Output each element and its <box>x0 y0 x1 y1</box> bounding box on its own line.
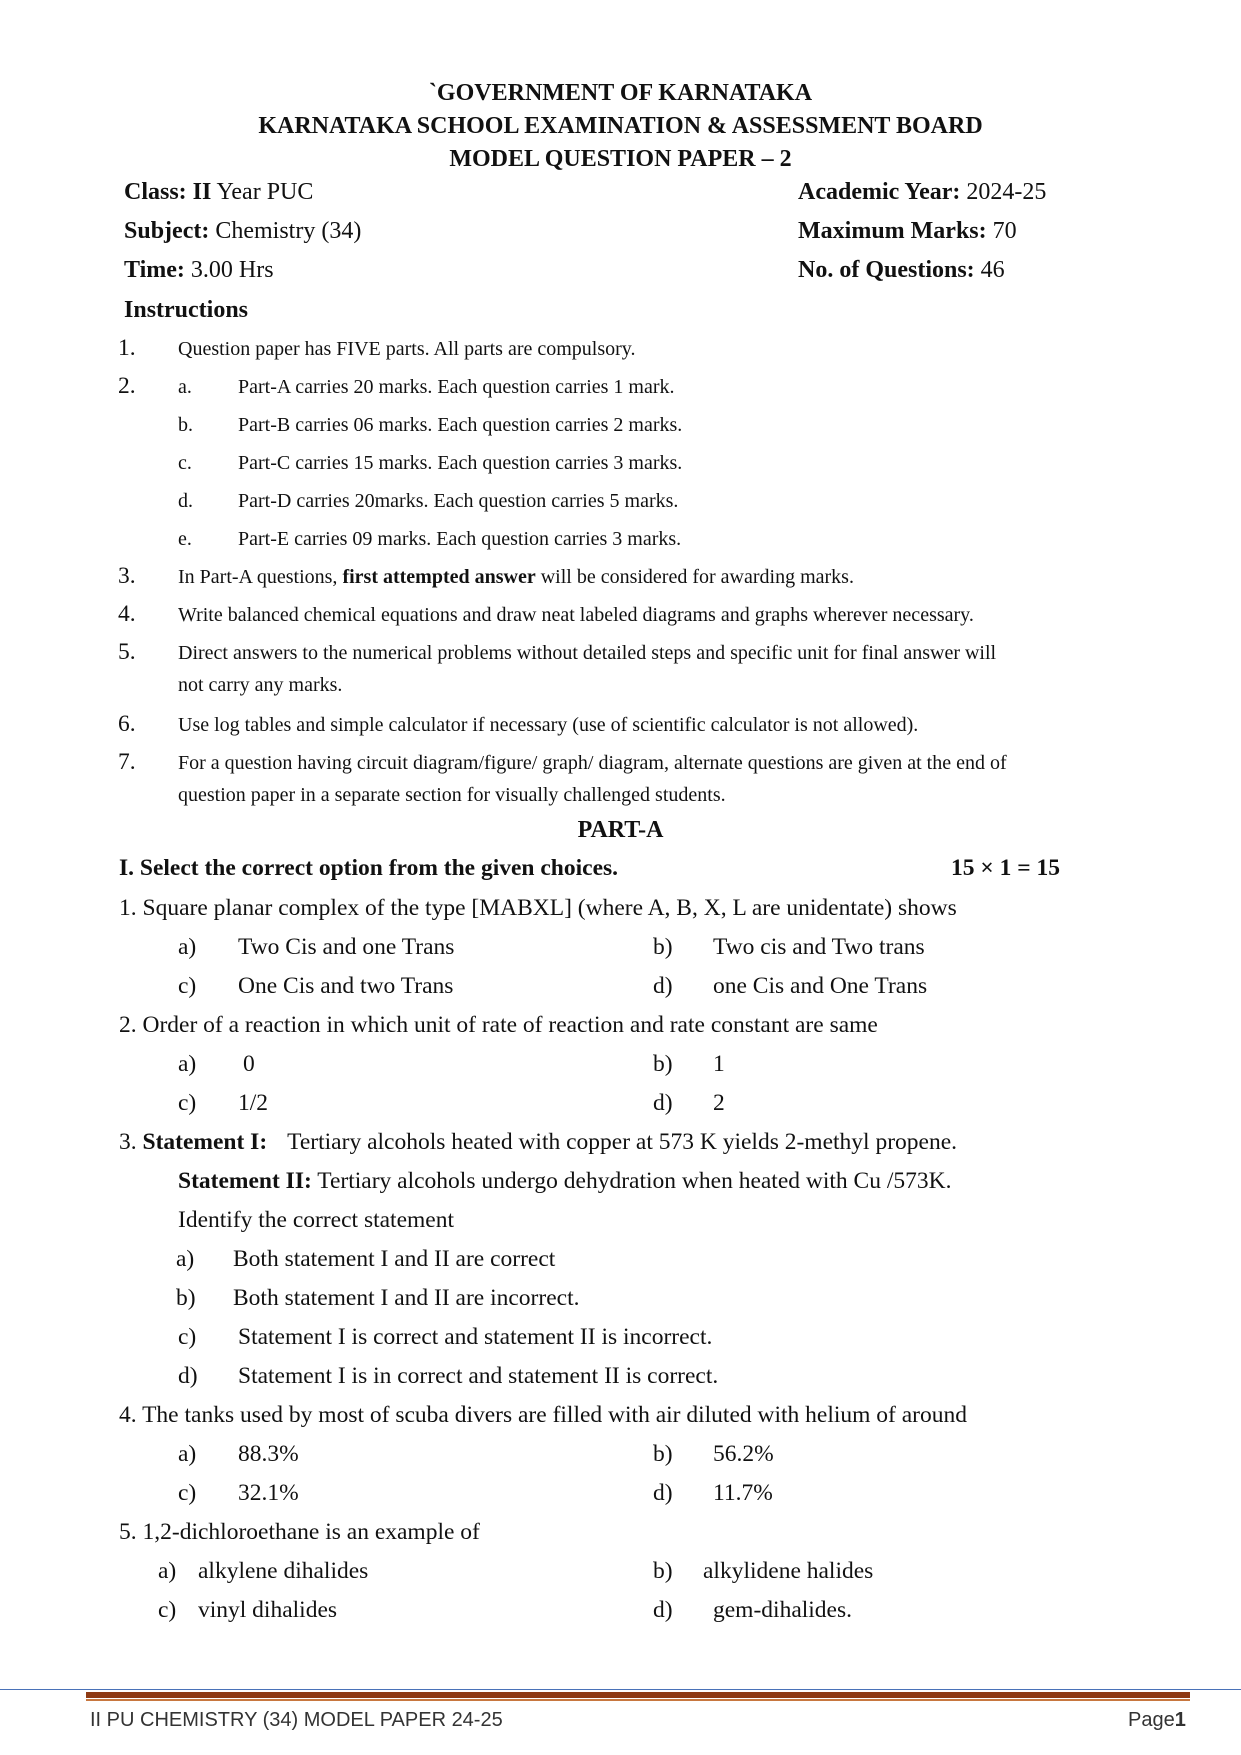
section-marks: 15 × 1 = 15 <box>951 855 1061 881</box>
option-text: 1/2 <box>238 1090 269 1116</box>
instruction-text: not carry any marks. <box>178 674 343 696</box>
option-text: one Cis and One Trans <box>713 973 928 999</box>
option-label: b) <box>653 1441 673 1467</box>
instruction-text: Write balanced chemical equations and draw neat labeled diagrams and graphs wherever necessary. <box>178 604 974 626</box>
meta-academic-year: Academic Year: 2024-25 <box>798 179 1047 205</box>
instruction-text: Direct answers to the numerical problems without detailed steps and specific unit for final answer will <box>178 642 997 664</box>
meta-question-count: No. of Questions: 46 <box>798 257 1005 283</box>
instruction-text: In Part-A questions, first attempted answer will be considered for awarding marks. <box>178 566 854 588</box>
meta-subject: Subject: Chemistry (34) <box>124 218 362 244</box>
instruction-number: 5. <box>118 639 136 665</box>
instructions-title: Instructions <box>124 297 249 323</box>
option-text: Statement I is in correct and statement II is correct. <box>238 1363 719 1389</box>
option-label: a) <box>176 1246 195 1272</box>
option-label: a) <box>178 1051 197 1077</box>
footer-top-line <box>0 1689 1241 1690</box>
option-label: a) <box>178 1441 197 1467</box>
option-text: alkylidene halides <box>703 1558 874 1584</box>
instruction-number: 2. <box>118 373 136 399</box>
instruction-sub-text: Part-E carries 09 marks. Each question carries 3 marks. <box>238 528 682 550</box>
instruction-sub-label: d. <box>178 490 193 512</box>
option-text: 0 <box>243 1051 255 1077</box>
footer-page-number: Page1 <box>1128 1709 1186 1731</box>
question-5: 5. 1,2-dichloroethane is an example of <box>119 1519 480 1545</box>
option-label: b) <box>653 1051 673 1077</box>
question-1: 1. Square planar complex of the type [MABXL] (where A, B, X, L are unidentate) shows <box>119 895 957 921</box>
option-label: d) <box>653 1480 673 1506</box>
footer-title: II PU CHEMISTRY (34) MODEL PAPER 24-25 <box>90 1709 503 1731</box>
header-government: `GOVERNMENT OF KARNATAKA <box>428 80 813 106</box>
option-label: b) <box>653 1558 673 1584</box>
instruction-sub-label: b. <box>178 414 193 436</box>
option-label: d) <box>178 1363 198 1389</box>
option-label: d) <box>653 1090 673 1116</box>
instruction-text: For a question having circuit diagram/figure/ graph/ diagram, alternate questions are given at the end of <box>178 752 1007 774</box>
header-paper-title: MODEL QUESTION PAPER – 2 <box>449 146 792 172</box>
instruction-number: 1. <box>118 335 136 361</box>
option-label: c) <box>158 1597 177 1623</box>
instruction-number: 3. <box>118 563 136 589</box>
option-text: 56.2% <box>713 1441 774 1467</box>
instruction-text: Question paper has FIVE parts. All parts are compulsory. <box>178 338 636 360</box>
meta-maximum-marks: Maximum Marks: 70 <box>798 218 1017 244</box>
option-label: a) <box>158 1558 177 1584</box>
section-instruction: I. Select the correct option from the given choices. <box>119 855 619 881</box>
question-2: 2. Order of a reaction in which unit of rate of reaction and rate constant are same <box>119 1012 878 1038</box>
footer-rule-accent <box>86 1699 1190 1701</box>
option-label: b) <box>176 1285 196 1311</box>
part-a-title: PART-A <box>577 817 664 843</box>
instruction-number: 7. <box>118 749 136 775</box>
option-text: Two Cis and one Trans <box>238 934 455 960</box>
instruction-number: 6. <box>118 711 136 737</box>
option-text: One Cis and two Trans <box>238 973 454 999</box>
instruction-sub-label: c. <box>178 452 192 474</box>
instruction-sub-label: a. <box>178 376 192 398</box>
option-text: Both statement I and II are incorrect. <box>233 1285 580 1311</box>
option-label: d) <box>653 1597 673 1623</box>
meta-class: Class: II Year PUC <box>124 179 314 205</box>
instruction-text: question paper in a separate section for visually challenged students. <box>178 784 726 806</box>
option-label: a) <box>178 934 197 960</box>
option-text: Two cis and Two trans <box>713 934 925 960</box>
instruction-sub-text: Part-C carries 15 marks. Each question carries 3 marks. <box>238 452 683 474</box>
option-label: c) <box>178 1324 197 1350</box>
option-label: c) <box>178 1090 197 1116</box>
option-text: gem-dihalides. <box>713 1597 853 1623</box>
instruction-sub-text: Part-B carries 06 marks. Each question carries 2 marks. <box>238 414 683 436</box>
meta-time: Time: 3.00 Hrs <box>124 257 274 283</box>
option-text: vinyl dihalides <box>198 1597 338 1623</box>
option-text: 2 <box>713 1090 725 1116</box>
instruction-sub-text: Part-A carries 20 marks. Each question carries 1 mark. <box>238 376 675 398</box>
option-label: d) <box>653 973 673 999</box>
question-3-prompt: Identify the correct statement <box>178 1207 454 1233</box>
option-text: 32.1% <box>238 1480 299 1506</box>
option-label: b) <box>653 934 673 960</box>
option-label: c) <box>178 1480 197 1506</box>
header-board: KARNATAKA SCHOOL EXAMINATION & ASSESSMENT BOARD <box>258 113 983 139</box>
instruction-sub-label: e. <box>178 528 192 550</box>
option-text: Statement I is correct and statement II is incorrect. <box>238 1324 713 1350</box>
option-text: 1 <box>713 1051 725 1077</box>
instruction-sub-text: Part-D carries 20marks. Each question carries 5 marks. <box>238 490 679 512</box>
option-text: 11.7% <box>713 1480 773 1506</box>
instruction-text: Use log tables and simple calculator if necessary (use of scientific calculator is not allowed). <box>178 714 919 736</box>
option-text: alkylene dihalides <box>198 1558 369 1584</box>
footer-rule <box>86 1692 1190 1698</box>
option-text: Both statement I and II are correct <box>233 1246 556 1272</box>
question-4: 4. The tanks used by most of scuba divers are filled with air diluted with helium of around <box>119 1402 967 1428</box>
option-label: c) <box>178 973 197 999</box>
question-3-statement-2: Statement II: Tertiary alcohols undergo dehydration when heated with Cu /573K. <box>178 1168 952 1194</box>
question-3: 3. Statement I: Tertiary alcohols heated with copper at 573 K yields 2-methyl propene. <box>119 1129 958 1155</box>
option-text: 88.3% <box>238 1441 299 1467</box>
instruction-number: 4. <box>118 601 136 627</box>
